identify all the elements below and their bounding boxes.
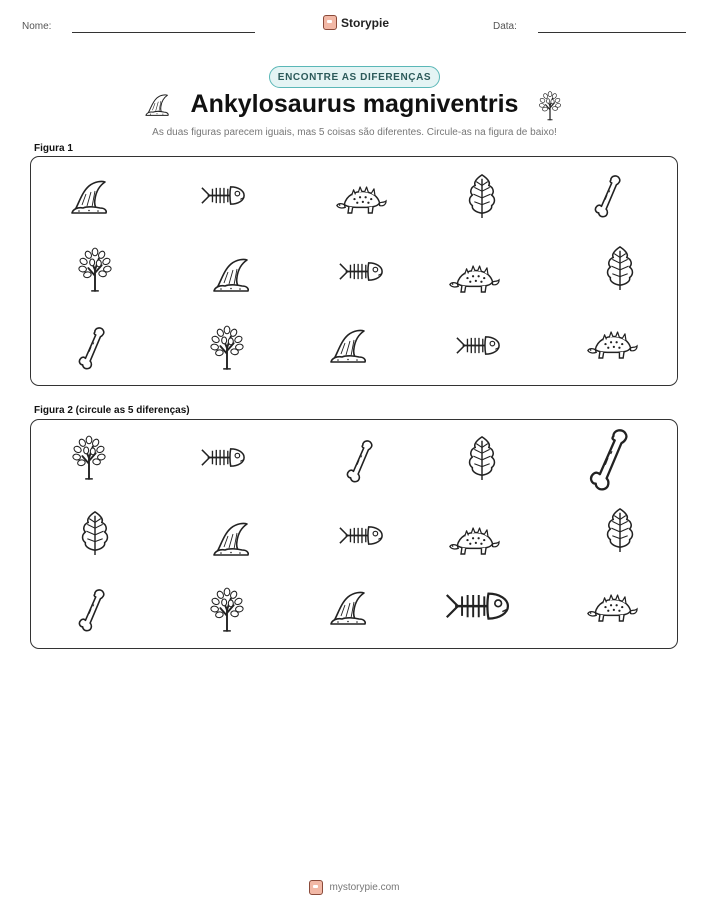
instructions: As duas figuras parecem iguais, mas 5 coisas são diferentes. Circule-as na figura de baixo! [152,127,557,138]
ankylosaurus-icon [448,263,500,295]
figure2-label: Figura 2 (circule as 5 diferenças) [34,405,190,416]
footer-site: mystorypie.com [329,882,400,893]
leaf-icon [603,245,637,291]
fish-skeleton-icon[interactable] [200,445,246,470]
figure1-label: Figura 1 [34,143,73,154]
bone-icon[interactable] [346,438,374,484]
name-label: Nome: [22,21,52,32]
ankylosaurus-icon[interactable] [448,525,500,557]
ankylosaurus-icon[interactable] [586,592,638,624]
date-field[interactable] [538,32,686,33]
page-title: Ankylosaurus magniventris [190,90,519,118]
fish-skeleton-icon [200,183,246,208]
storypie-logo-icon [309,880,323,895]
claw-icon [211,255,251,295]
brand [323,15,389,30]
leaf-icon[interactable] [465,435,499,481]
tree-icon[interactable] [208,587,246,633]
fish-skeleton-icon[interactable] [444,588,511,624]
tree-icon[interactable] [70,435,108,481]
ankylosaurus-icon [586,329,638,361]
claw-icon [69,177,109,217]
claw-icon[interactable] [328,588,368,628]
ankylosaurus-icon [335,184,387,216]
storypie-logo-icon [323,15,337,30]
title-tree-icon [537,91,563,126]
fish-skeleton-icon [455,333,501,358]
fish-skeleton-icon [338,259,384,284]
brand-name: Storypie [341,15,390,30]
bone-icon[interactable] [78,587,106,633]
tree-icon [208,325,246,371]
figure1-frame [30,156,678,386]
find-differences-badge: ENCONTRE AS DIFERENÇAS [269,66,440,88]
leaf-icon[interactable] [78,510,112,556]
fish-skeleton-icon[interactable] [338,523,384,548]
bone-icon [594,173,622,219]
leaf-icon [465,173,499,219]
claw-icon [328,326,368,366]
figure2-frame[interactable] [30,419,678,649]
date-label: Data: [493,21,517,32]
claw-icon[interactable] [211,519,251,559]
leaf-icon[interactable] [603,507,637,553]
footer [0,880,709,895]
bone-icon [78,325,106,371]
tree-icon [76,247,114,293]
bone-icon[interactable] [589,426,630,493]
name-field[interactable] [72,32,255,33]
